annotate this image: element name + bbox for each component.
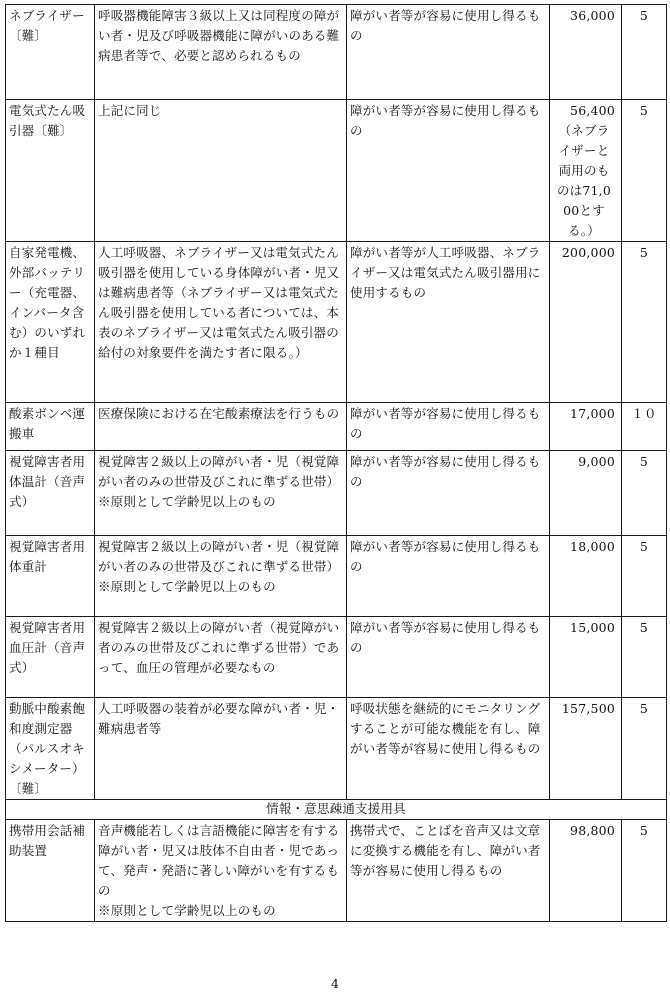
target-cell (95, 536, 347, 617)
item-name-cell: 自家発電機、外部バッテリー（充電器、インバータ含む）のいずれか１種目 (6, 242, 95, 403)
table-row (6, 403, 667, 451)
target-cell: 上記に同じ (95, 100, 347, 242)
table-row (6, 451, 667, 536)
price-cell: 18,000 (550, 536, 622, 617)
durability-cell: 5 (622, 820, 667, 922)
price-value: 56,400 (570, 103, 615, 118)
table-row (6, 100, 667, 242)
item-name-cell: 携帯用会話補助装置 (6, 820, 95, 922)
section-row (6, 800, 667, 820)
durability-cell: 5 (622, 698, 667, 800)
target-cell: 呼吸器機能障害３級以上又は同程度の障がい者・児及び呼吸器機能に障がいのある難病患者等で、必要と認められるもの (95, 5, 347, 100)
target-note: ※原則として学齢児以上のもの (98, 579, 276, 594)
page-number: 4 (331, 976, 339, 991)
price-cell: 200,000 (550, 242, 622, 403)
item-name-cell: 視覚障害者用体温計（音声式） (6, 451, 95, 536)
durability-cell: 5 (622, 617, 667, 698)
performance-cell: 障がい者等が容易に使用し得るもの (347, 100, 550, 242)
item-name-cell: ネブライザー〔難〕 (6, 5, 95, 100)
table-row (6, 617, 667, 698)
price-cell: 9,000 (550, 451, 622, 536)
durability-cell: １０ (622, 403, 667, 451)
price-cell: 36,000 (550, 5, 622, 100)
price-cell: 17,000 (550, 403, 622, 451)
target-cell (95, 451, 347, 536)
table-row (6, 242, 667, 403)
target-cell: 視覚障害２級以上の障がい者（視覚障がい者のみの世帯及びこれに準ずる世帯）であって、血圧の管理が必要なもの (95, 617, 347, 698)
target-cell: 医療保険における在宅酸素療法を行うもの (95, 403, 347, 451)
target-cell: 人工呼吸器、ネブライザー又は電気式たん吸引器を使用している身体障がい者・児又は難病患者等（ネブライザー又は電気式たん吸引器を使用している者については、本表のネブライザー又は電気式たん吸引器の給付の対象要件を満たす者に限る。） (95, 242, 347, 403)
performance-cell: 障がい者等が容易に使用し得るもの (347, 451, 550, 536)
item-name-cell: 動脈中酸素飽和度測定器（パルスオキシメーター）〔難〕 (6, 698, 95, 800)
item-name-cell: 視覚障害者用体重計 (6, 536, 95, 617)
performance-cell: 呼吸状態を継続的にモニタリングすることが可能な機能を有し、障がい者等が容易に使用し得るもの (347, 698, 550, 800)
durability-cell: 5 (622, 451, 667, 536)
performance-cell: 障がい者等が容易に使用し得るもの (347, 403, 550, 451)
table-row (6, 5, 667, 100)
target-cell: 人工呼吸器の装着が必要な障がい者・児・難病患者等 (95, 698, 347, 800)
price-cell: 157,500 (550, 698, 622, 800)
price-cell (550, 100, 622, 242)
performance-cell: 障がい者等が人工呼吸器、ネブライザー又は電気式たん吸引器用に使用するもの (347, 242, 550, 403)
price-cell: 98,800 (550, 820, 622, 922)
item-name-cell: 酸素ボンベ運搬車 (6, 403, 95, 451)
target-cell (95, 820, 347, 922)
performance-cell: 障がい者等が容易に使用し得るもの (347, 617, 550, 698)
performance-cell: 障がい者等が容易に使用し得るもの (347, 5, 550, 100)
durability-cell: 5 (622, 536, 667, 617)
price-cell: 15,000 (550, 617, 622, 698)
target-note: ※原則として学齢児以上のもの (98, 903, 276, 918)
performance-cell: 障がい者等が容易に使用し得るもの (347, 536, 550, 617)
equipment-table (5, 4, 667, 922)
table-row (6, 536, 667, 617)
table-row (6, 820, 667, 922)
section-header: 情報・意思疎通支援用具 (6, 800, 667, 820)
durability-cell: 5 (622, 5, 667, 100)
durability-cell: 5 (622, 100, 667, 242)
target-text: 音声機能若しくは言語機能に障害を有する障がい者・児又は肢体不自由者・児であって、発声・発語に著しい障がいを有するもの (98, 823, 340, 898)
price-note: （ネブライザーと両用のものは71,000とする。） (556, 123, 612, 238)
target-text: 視覚障害２級以上の障がい者・児（視覚障がい者のみの世帯及びこれに準ずる世帯） (98, 539, 340, 574)
performance-cell: 携帯式で、ことばを音声又は文章に変換する機能を有し、障がい者等が容易に使用し得るもの (347, 820, 550, 922)
durability-cell: 5 (622, 242, 667, 403)
target-text: 視覚障害２級以上の障がい者・児（視覚障がい者のみの世帯及びこれに準ずる世帯） (98, 454, 340, 489)
table-row (6, 698, 667, 800)
item-name-cell: 電気式たん吸引器〔難〕 (6, 100, 95, 242)
item-name-cell: 視覚障害者用血圧計（音声式） (6, 617, 95, 698)
target-note: ※原則として学齢児以上のもの (98, 494, 276, 509)
